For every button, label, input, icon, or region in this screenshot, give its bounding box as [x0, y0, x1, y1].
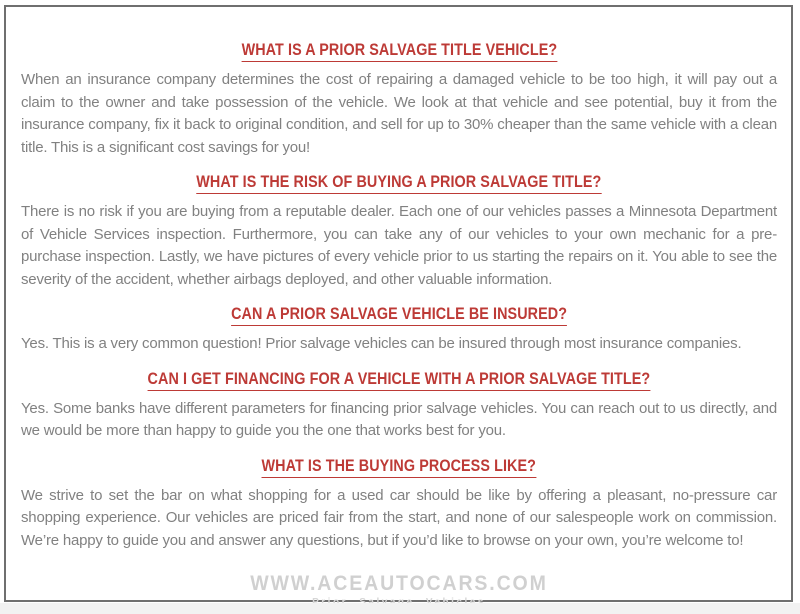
- faq-answer-text: Yes. This is a very common question! Prior salvage vehicles can be insured through most insurance companies.: [21, 335, 742, 352]
- faq-question-text: WHAT IS THE BUYING PROCESS LIKE?: [262, 457, 536, 478]
- faq-question-text: CAN I GET FINANCING FOR A VEHICLE WITH A PRIOR SALVAGE TITLE?: [148, 370, 651, 391]
- faq-answer-text: We strive to set the bar on what shopping for a used car should be like by offering a pleasant, no-pressure car shopping experience. Our vehicles are priced fair from the start, and none of our salespeople work on commission. We’re happy to guide you and answer any questions, but if you’d like to browse on your own, you’re welcome to!: [21, 486, 777, 549]
- faq-question-text: WHAT IS THE RISK OF BUYING A PRIOR SALVAGE TITLE?: [196, 173, 601, 194]
- faq-question-text: CAN A PRIOR SALVAGE VEHICLE BE INSURED?: [231, 305, 567, 326]
- faq-question-heading: [21, 370, 777, 391]
- faq-section-what-is-prior-salvage: [21, 41, 777, 159]
- faq-section-can-be-insured: [21, 305, 777, 356]
- faq-question-text: WHAT IS A PRIOR SALVAGE TITLE VEHICLE?: [241, 41, 557, 62]
- faq-answer-text: Yes. Some banks have different parameters for financing prior salvage vehicles. You can reach out to us directly, and we would be more than happy to guide you the one that works best for you.: [21, 399, 777, 439]
- faq-section-financing: [21, 370, 777, 443]
- faq-document: [4, 5, 793, 602]
- bottom-margin-strip: [0, 603, 800, 614]
- faq-section-risk-of-buying: [21, 173, 777, 291]
- faq-question-heading: [21, 173, 777, 194]
- faq-answer-text: When an insurance company determines the cost of repairing a damaged vehicle to be too high, it will pay out a claim to the owner and take possession of the vehicle. We look at that vehicle and see potential, buy it from the insurance company, fix it back to original condition, and sell for up to 30% cheaper than the same vehicle with a clean title. This is a significant cost savings for you!: [21, 71, 777, 156]
- faq-question-heading: [21, 457, 777, 478]
- website-watermark: WWW.ACEAUTOCARS.COM: [250, 572, 548, 595]
- faq-answer-text: There is no risk if you are buying from a reputable dealer. Each one of our vehicles passes a Minnesota Department of Vehicle Services inspection. Furthermore, you can take any of our vehicles to your own mechanic for a pre-purchase inspection. Lastly, we have pictures of every vehicle prior to us starting the repairs on it. You able to see the severity of the accident, whether airbags deployed, and other valuable information.: [21, 203, 777, 288]
- faq-question-heading: [21, 305, 777, 326]
- faq-question-heading: [21, 41, 777, 62]
- faq-section-buying-process: [21, 457, 777, 553]
